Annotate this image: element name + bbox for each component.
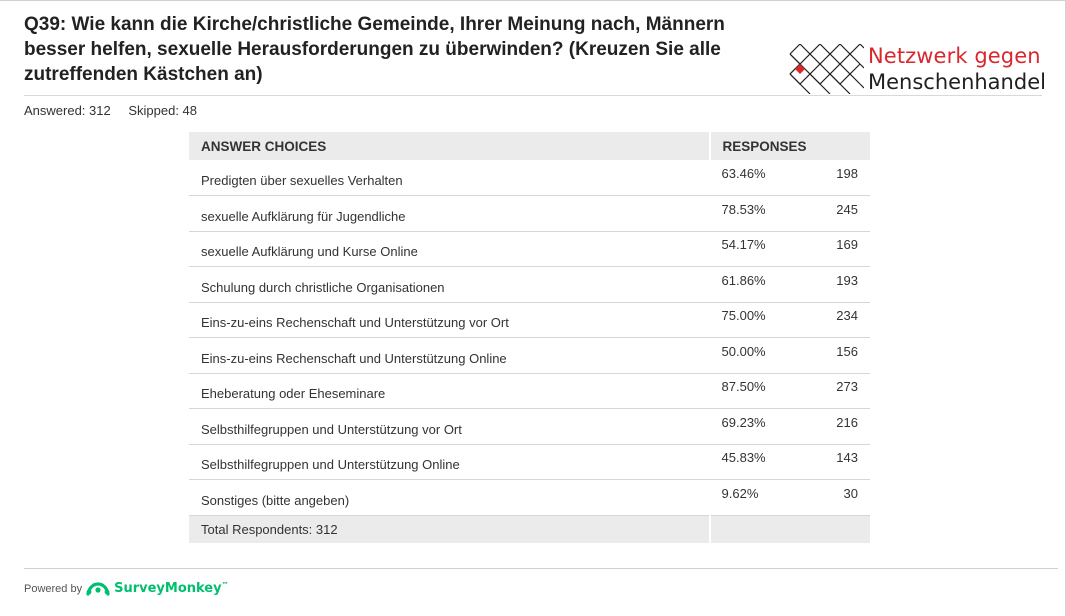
surveymonkey-logo-icon (86, 582, 110, 596)
answered-count: Answered: 312 (24, 103, 111, 118)
header-answer-choices: ANSWER CHOICES (189, 132, 710, 160)
table-row (189, 338, 870, 374)
answer-label: Selbsthilfegruppen und Unterstützung vor Ort (189, 409, 710, 445)
answer-count: 30 (802, 476, 870, 512)
answer-label: sexuelle Aufklärung und Kurse Online (189, 231, 710, 267)
answer-count: 193 (802, 263, 870, 299)
answer-percent: 50.00% (710, 334, 802, 370)
table-row (189, 302, 870, 338)
answer-percent: 87.50% (710, 369, 802, 405)
table-row (189, 196, 870, 232)
lattice-logo-icon (788, 44, 864, 94)
answer-label: Predigten über sexuelles Verhalten (189, 160, 710, 196)
table-row (189, 444, 870, 480)
surveymonkey-brand[interactable] (114, 581, 229, 596)
brand-name: SurveyMonkey (114, 581, 222, 596)
answer-label: Schulung durch christliche Organisationen (189, 267, 710, 303)
answer-percent: 9.62% (710, 476, 802, 512)
answer-count: 216 (802, 405, 870, 441)
question-title: Q39: Wie kann die Kirche/christliche Gemeinde, Ihrer Meinung nach, Männern besser helfen, sexuelle Herausforderungen zu überwinden? (Kreuzen Sie alle zutreffenden Kästchen an) (24, 14, 725, 85)
table-row (189, 480, 870, 516)
header-responses: RESPONSES (710, 132, 870, 160)
answer-label: Eins-zu-eins Rechenschaft und Unterstützung Online (189, 338, 710, 374)
powered-by-label: Powered by (24, 582, 83, 595)
answer-percent: 75.00% (710, 298, 802, 334)
table-row (189, 373, 870, 409)
skipped-count: Skipped: 48 (128, 103, 198, 118)
answer-label: Eheberatung oder Eheseminare (189, 373, 710, 409)
table-row (189, 267, 870, 303)
powered-by (24, 581, 229, 596)
trademark-mark: ™ (221, 581, 229, 589)
answer-count: 156 (802, 334, 870, 370)
logo-text-line1: Netzwerk gegen (868, 44, 1041, 68)
response-stats (24, 103, 211, 118)
table-row (189, 409, 870, 445)
answer-percent: 54.17% (710, 227, 802, 263)
total-blank-cell (710, 515, 870, 543)
answer-percent: 45.83% (710, 440, 802, 476)
footer-divider (24, 568, 1058, 569)
answer-percent: 69.23% (710, 405, 802, 441)
answer-percent: 78.53% (710, 192, 802, 228)
answer-label: Sonstiges (bitte angeben) (189, 480, 710, 516)
answer-count: 273 (802, 369, 870, 405)
logo-text-line2: Menschenhandel (868, 70, 1046, 94)
total-row (189, 515, 870, 543)
answer-label: Selbsthilfegruppen und Unterstützung Online (189, 444, 710, 480)
answer-count: 169 (802, 227, 870, 263)
answer-count: 143 (802, 440, 870, 476)
answer-label: sexuelle Aufklärung für Jugendliche (189, 196, 710, 232)
answer-percent: 61.86% (710, 263, 802, 299)
results-table (189, 132, 870, 543)
table-row (189, 160, 870, 196)
answer-count: 198 (802, 156, 870, 192)
table-row (189, 231, 870, 267)
organization-logo (788, 40, 1048, 100)
answer-count: 245 (802, 192, 870, 228)
total-respondents: Total Respondents: 312 (189, 515, 710, 543)
answer-count: 234 (802, 298, 870, 334)
answer-label: Eins-zu-eins Rechenschaft und Unterstützung vor Ort (189, 302, 710, 338)
answer-percent: 63.46% (710, 156, 802, 192)
